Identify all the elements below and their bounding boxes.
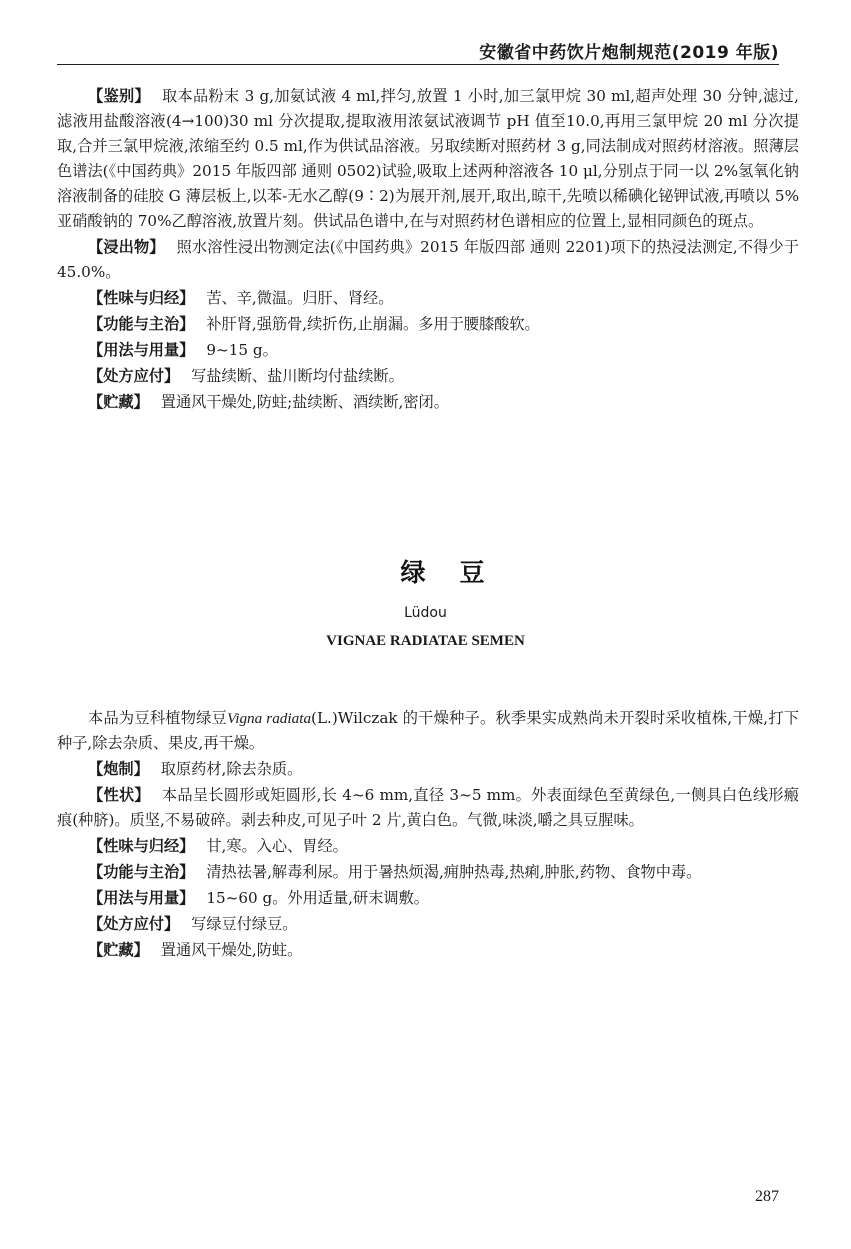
prescription-text: 写盐续断、盐川断均付盐续断。	[191, 367, 404, 385]
storage-label: 【贮藏】	[88, 393, 149, 411]
function-label-2: 【功能与主治】	[88, 863, 195, 881]
monograph-title: 绿豆	[400, 558, 519, 587]
intro-text-start: 本品为豆科植物绿豆	[88, 709, 228, 727]
function-label: 【功能与主治】	[88, 315, 195, 333]
extract-text: 照水溶性浸出物测定法(《中国药典》2015 年版四部 通则 2201)项下的热浸法测定,不得少于 45.0%。	[57, 238, 799, 281]
species-name: Vigna radiata	[227, 710, 312, 727]
prescription-text-2: 写绿豆付绿豆。	[191, 915, 298, 933]
mung-bean-monograph-section	[57, 706, 799, 963]
prescription-label: 【处方应付】	[88, 367, 180, 385]
prescription-paragraph	[57, 364, 799, 389]
processing-text: 取原药材,除去杂质。	[160, 760, 303, 778]
function-text-2: 清热祛暑,解毒利尿。用于暑热烦渴,痈肿热毒,热痢,肿胀,药物、食物中毒。	[206, 863, 702, 881]
character-paragraph	[57, 783, 799, 833]
taste-paragraph-2	[57, 834, 799, 859]
storage-label-2: 【贮藏】	[88, 941, 149, 959]
dosage-label: 【用法与用量】	[88, 341, 195, 359]
identification-text: 取本品粉末 3 g,加氨试液 4 ml,拌匀,放置 1 小时,加三氯甲烷 30 ml,超声处理 30 分钟,滤过,滤液用盐酸溶液(4→100)30 ml 分次提取,提取液用浓氨试液调节 pH 值至10.0,再用三氯甲烷 20 ml 分次提取,合并三氯甲烷液,浓缩至约 0.5 ml,作为供试品溶液。另取续断对照药材 3 g,同法制成对照药材溶液。照薄层色谱法(《中国药典》2015 年版四部 通则 0502)试验,吸取上述两种溶液各 10 μl,分别点于同一以 2%氢氧化钠溶液制备的硅胶 G 薄层板上,以苯-无水乙醇(9∶2)为展开剂,展开,取出,晾干,先喷以稀碘化铋钾试液,再喷以 5%亚硝酸钠的 70%乙醇溶液,放置片刻。供试品色谱中,在与对照药材色谱相应的位置上,显相同颜色的斑点。	[57, 87, 800, 230]
dosage-label-2: 【用法与用量】	[88, 889, 195, 907]
dosage-paragraph-2	[57, 886, 799, 911]
prescription-paragraph-2	[57, 912, 799, 937]
processing-paragraph	[57, 757, 799, 782]
extract-label: 【浸出物】	[88, 238, 165, 256]
taste-text-2: 甘,寒。入心、胃经。	[206, 837, 348, 855]
dosage-text: 9~15 g。	[206, 341, 278, 359]
continued-monograph-section	[57, 84, 799, 415]
running-header	[57, 24, 779, 65]
identification-paragraph	[57, 84, 799, 234]
taste-text: 苦、辛,微温。归肝、肾经。	[206, 289, 394, 307]
storage-text-2: 置通风干燥处,防蛀。	[160, 941, 303, 959]
dosage-paragraph	[57, 338, 799, 363]
processing-label: 【炮制】	[88, 760, 149, 778]
taste-label: 【性味与归经】	[88, 289, 195, 307]
intro-text-end: (L.)Wilczak 的干燥种子。秋季果实成熟尚未开裂时采收植株,干燥,打下种子,除去杂质、果皮,再干燥。	[57, 709, 800, 752]
monograph-pinyin: Lüdou	[404, 605, 447, 621]
character-label: 【性状】	[88, 786, 150, 804]
storage-paragraph-2	[57, 938, 799, 963]
taste-paragraph	[57, 286, 799, 311]
storage-paragraph	[57, 390, 799, 415]
intro-paragraph	[57, 706, 799, 756]
prescription-label-2: 【处方应付】	[88, 915, 180, 933]
book-title: 安徽省中药饮片炮制规范(2019 年版)	[479, 43, 779, 63]
function-paragraph	[57, 312, 799, 337]
page-number: 287	[755, 1188, 779, 1205]
taste-label-2: 【性味与归经】	[88, 837, 195, 855]
storage-text: 置通风干燥处,防蛀;盐续断、酒续断,密闭。	[160, 393, 449, 411]
extract-paragraph	[57, 235, 799, 285]
function-text: 补肝肾,强筋骨,续折伤,止崩漏。多用于腰膝酸软。	[206, 315, 540, 333]
identification-label: 【鉴别】	[88, 87, 151, 105]
dosage-text-2: 15~60 g。外用适量,研末调敷。	[206, 889, 429, 907]
monograph-latin-name: VIGNAE RADIATAE SEMEN	[326, 633, 525, 649]
function-paragraph-2	[57, 860, 799, 885]
character-text: 本品呈长圆形或矩圆形,长 4~6 mm,直径 3~5 mm。外表面绿色至黄绿色,一侧具白色线形瘢痕(种脐)。质坚,不易破碎。剥去种皮,可见子叶 2 片,黄白色。气微,味淡,嚼之具豆腥味。	[57, 786, 799, 829]
